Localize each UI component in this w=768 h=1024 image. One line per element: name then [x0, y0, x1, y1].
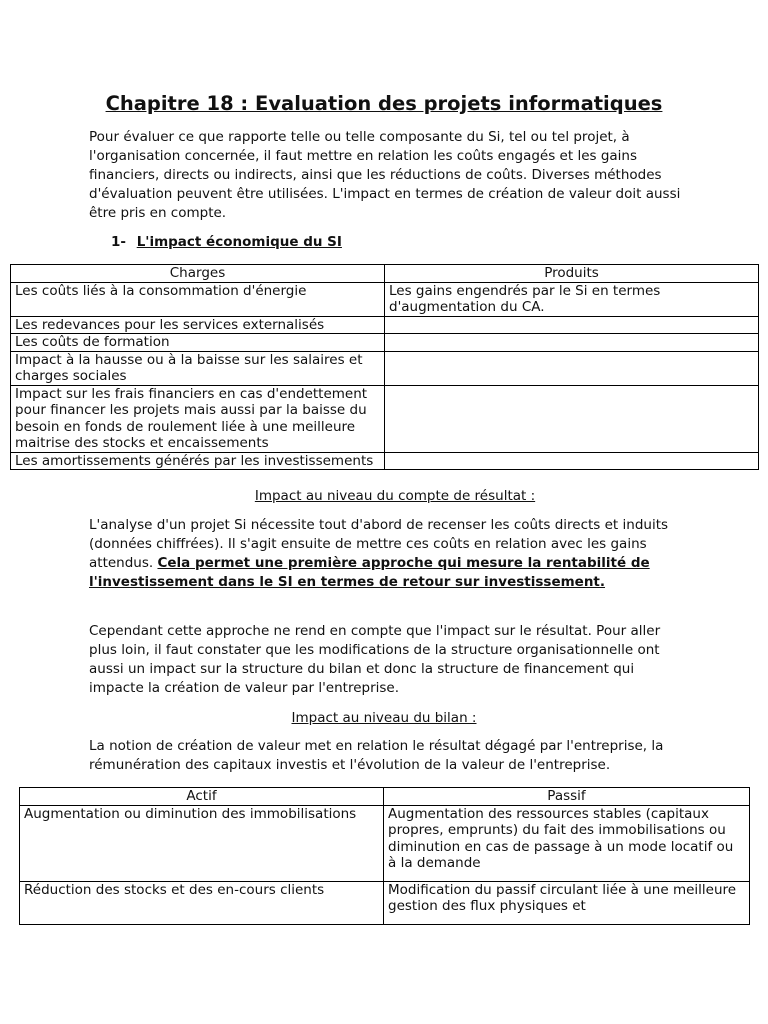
- table-row: [11, 282, 759, 316]
- caption-compte-resultat: Impact au niveau du compte de résultat :: [254, 488, 536, 504]
- header-actif: Actif: [20, 788, 384, 806]
- table-cell: [385, 385, 759, 452]
- table-header-row: [20, 788, 750, 806]
- section-number: 1-: [111, 234, 126, 250]
- table-cell: Impact à la hausse ou à la baisse sur les salaires et charges sociales: [11, 351, 385, 385]
- table-cell: Les gains engendrés par le Si en termes d'augmentation du CA.: [385, 282, 759, 316]
- table-row: [20, 881, 750, 924]
- charges-produits-table: [10, 264, 759, 470]
- table-cell: [385, 452, 759, 470]
- table-cell: Impact sur les frais financiers en cas d'endettement pour financer les projets mais aussi par la baisse du besoin en fonds de roulement liée à une meilleure maitrise des stocks et encaissements: [11, 385, 385, 452]
- table-cell: Modification du passif circulant liée à une meilleure gestion des flux physiques et: [384, 881, 750, 924]
- analyse-paragraph: [89, 516, 689, 592]
- table-cell: [385, 334, 759, 352]
- analyse-emphasis: Cela permet une première approche qui mesure la rentabilité de l'investissement dans le SI en termes de retour sur investissement.: [89, 555, 650, 590]
- intro-paragraph: Pour évaluer ce que rapporte telle ou telle composante du Si, tel ou tel projet, à l'organisation concernée, il faut mettre en relation les coûts engagés et les gains financiers, directs ou indirects, ainsi que les réductions de coûts. Diverses méthodes d'évaluation peuvent être utilisées. L'impact en termes de création de valeur doit aussi être pris en compte.: [89, 129, 681, 221]
- table-header-row: [11, 265, 759, 283]
- page-title: Chapitre 18 : Evaluation des projets informatiques: [105, 92, 663, 115]
- table-cell: Les coûts de formation: [11, 334, 385, 352]
- header-charges: Charges: [11, 265, 385, 283]
- table-row: [11, 334, 759, 352]
- section-title: L'impact économique du SI: [136, 234, 342, 250]
- table-cell: [385, 351, 759, 385]
- table-cell: Les amortissements générés par les investissements: [11, 452, 385, 470]
- header-passif: Passif: [384, 788, 750, 806]
- notion-paragraph: La notion de création de valeur met en relation le résultat dégagé par l'entreprise, la rémunération des capitaux investis et l'évolution de la valeur de l'entreprise.: [89, 738, 664, 773]
- table-cell: Augmentation des ressources stables (capitaux propres, emprunts) du fait des immobilisations ou diminution en cas de passage à un mode locatif ou à la demande: [384, 805, 750, 881]
- table-row: [11, 351, 759, 385]
- actif-passif-table: [19, 787, 750, 925]
- table-cell: [385, 316, 759, 334]
- analyse-text: L'analyse d'un projet Si nécessite tout d'abord de recenser les coûts directs et induits (données chiffrées). Il s'agit ensuite de mettre ces coûts en relation avec les gains attendus.: [89, 517, 669, 571]
- header-produits: Produits: [385, 265, 759, 283]
- table-cell: Les redevances pour les services externalisés: [11, 316, 385, 334]
- table-row: [11, 452, 759, 470]
- cependant-paragraph: Cependant cette approche ne rend en compte que l'impact sur le résultat. Pour aller plus loin, il faut constater que les modifications de la structure organisationnelle ont aussi un impact sur la structure du bilan et donc la structure de financement qui impacte la création de valeur par l'entreprise.: [89, 623, 661, 696]
- table-cell: Les coûts liés à la consommation d'énergie: [11, 282, 385, 316]
- table-row: [11, 316, 759, 334]
- table-row: [20, 805, 750, 881]
- table-cell: Réduction des stocks et des en-cours clients: [20, 881, 384, 924]
- table-row: [11, 385, 759, 452]
- table-cell: Augmentation ou diminution des immobilisations: [20, 805, 384, 881]
- section-heading: [111, 233, 342, 252]
- caption-bilan: Impact au niveau du bilan :: [291, 710, 477, 726]
